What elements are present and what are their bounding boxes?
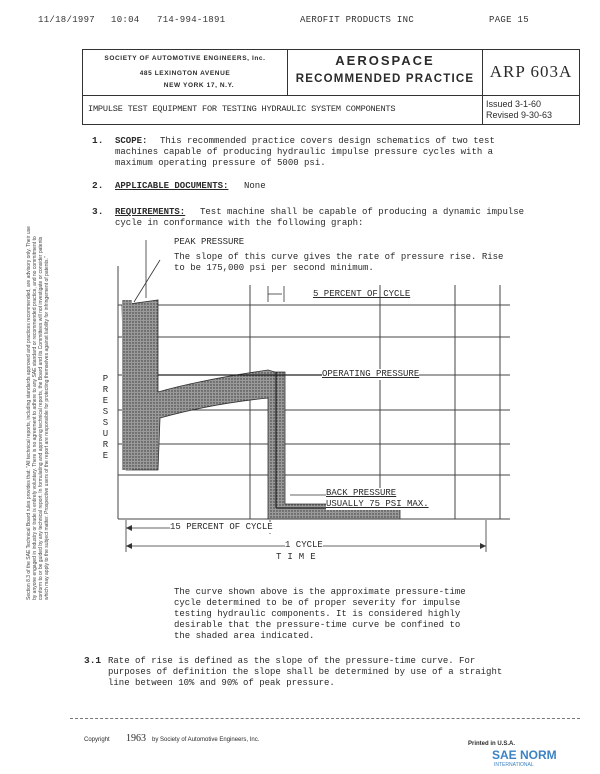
doc-title: IMPULSE TEST EQUIPMENT FOR TESTING HYDRAULIC SYSTEM COMPONENTS (88, 104, 396, 114)
section-3-1-text: Rate of rise is defined as the slope of the pressure-time curve. For (108, 656, 476, 666)
sae-norm-logo: SAE NORM (492, 748, 557, 762)
series-subtitle: RECOMMENDED PRACTICE (295, 73, 475, 85)
arrowhead (126, 543, 132, 549)
fifteen-percent-label: 15 PERCENT OF CYCLE (170, 522, 273, 532)
org-address: 485 LEXINGTON AVENUE (139, 70, 231, 77)
section-1-text: This recommended practice covers design schematics of two test (160, 136, 495, 146)
caption-text: the shaded area indicated. (174, 631, 315, 641)
slope-leader (134, 260, 160, 302)
sae-norm-logo-sub: INTERNATIONAL (494, 762, 534, 768)
fax-time: 10:04 (111, 15, 140, 25)
fax-page: PAGE 15 (489, 15, 529, 25)
section-3-text: cycle in conformance with the following graph: (115, 218, 364, 228)
section-1-text: machines capable of producing hydraulic impulse pressure cycles with a (115, 147, 494, 157)
section-3-number: 3. (92, 206, 104, 217)
section-1-label: SCOPE: (115, 136, 148, 146)
x-axis-label: TIME (276, 552, 322, 562)
caption-text: desirable that the pressure-time curve be confined to (174, 620, 461, 630)
section-3-1-text: line between 10% and 90% of peak pressure. (108, 678, 335, 688)
footer-rule (70, 718, 580, 719)
caption-text: The curve shown above is the approximate pressure-time (174, 587, 466, 597)
org-city: NEW YORK 17, N.Y. (163, 82, 235, 89)
fax-company: AEROFIT PRODUCTS INC (300, 15, 415, 25)
slope-annotation: The slope of this curve gives the rate of pressure rise. Rise (174, 252, 504, 262)
fax-date: 11/18/1997 (38, 15, 96, 25)
doc-number: ARP 603A (489, 62, 573, 81)
y-axis-label: PRESSURE (102, 374, 109, 461)
sae-advisory-note (26, 0, 50, 600)
section-1-text: maximum operating pressure of 5000 psi. (115, 158, 326, 168)
section-2-number: 2. (92, 180, 104, 191)
five-percent-label: 5 PERCENT OF CYCLE (313, 289, 411, 299)
one-cycle-label: 1 CYCLE (285, 540, 323, 550)
issued-date: Issued 3-1-60 (486, 99, 542, 109)
slope-annotation: to be 175,000 psi per second minimum. (174, 263, 374, 273)
caption-text: cycle determined to be of proper severity for impulse (174, 598, 461, 608)
copyright-holder: by Society of Automotive Engineers, Inc. (152, 737, 260, 743)
series-title: AEROSPACE (335, 53, 435, 68)
section-3-1-number: 3.1 (84, 655, 102, 666)
section-1-number: 1. (92, 135, 104, 146)
fax-phone: 714-994-1891 (157, 15, 226, 25)
arrowhead (126, 525, 132, 531)
caption-text: testing hydraulic components. It is considered highly (174, 609, 461, 619)
peak-pressure-label: PEAK PRESSURE (174, 237, 245, 247)
org-name: SOCIETY OF AUTOMOTIVE ENGINEERS, Inc. (104, 55, 266, 62)
operating-pressure-label: OPERATING PRESSURE (322, 369, 420, 379)
section-3-label: REQUIREMENTS: (115, 207, 186, 217)
sae-advisory-line: which may apply to the subject matter. Prospective users of the report are responsible for protecting themselves against liability for infringement of patents." (44, 256, 50, 600)
sae-advisory-line: by anyone engaged in industry or trade is entirely voluntary. There is no agreement to adhere to any SAE standard or recommended practice, and no commitment to (32, 236, 38, 600)
sae-advisory-line: Section 8.3 of the SAE Technical Board rules provides that: "All technical reports, including standards approved and practices recommended, are advisory only. Their use (26, 226, 32, 600)
arrowhead (480, 543, 486, 549)
back-pressure-label: USUALLY 75 PSI MAX. (326, 499, 429, 509)
section-3-text: Test machine shall be capable of producing a dynamic impulse (200, 207, 525, 217)
section-3-1-text: purposes of definition the slope shall be determined by use of a straight (108, 667, 503, 677)
back-pressure-label: BACK PRESSURE (326, 488, 397, 498)
section-2-label: APPLICABLE DOCUMENTS: (115, 181, 229, 191)
revised-date: Revised 9-30-63 (486, 110, 553, 120)
copyright-year: 1963 (126, 733, 146, 744)
peak-shade (122, 300, 132, 470)
printed-in: Printed in U.S.A. (468, 741, 516, 747)
sae-advisory-line: conform to or be guided by any technical report. In formulating and approving technical reports, the Board and its Committees will not investigate or consider patents (38, 236, 44, 600)
section-2-value: None (244, 181, 266, 191)
copyright-label: Copyright (84, 737, 110, 743)
